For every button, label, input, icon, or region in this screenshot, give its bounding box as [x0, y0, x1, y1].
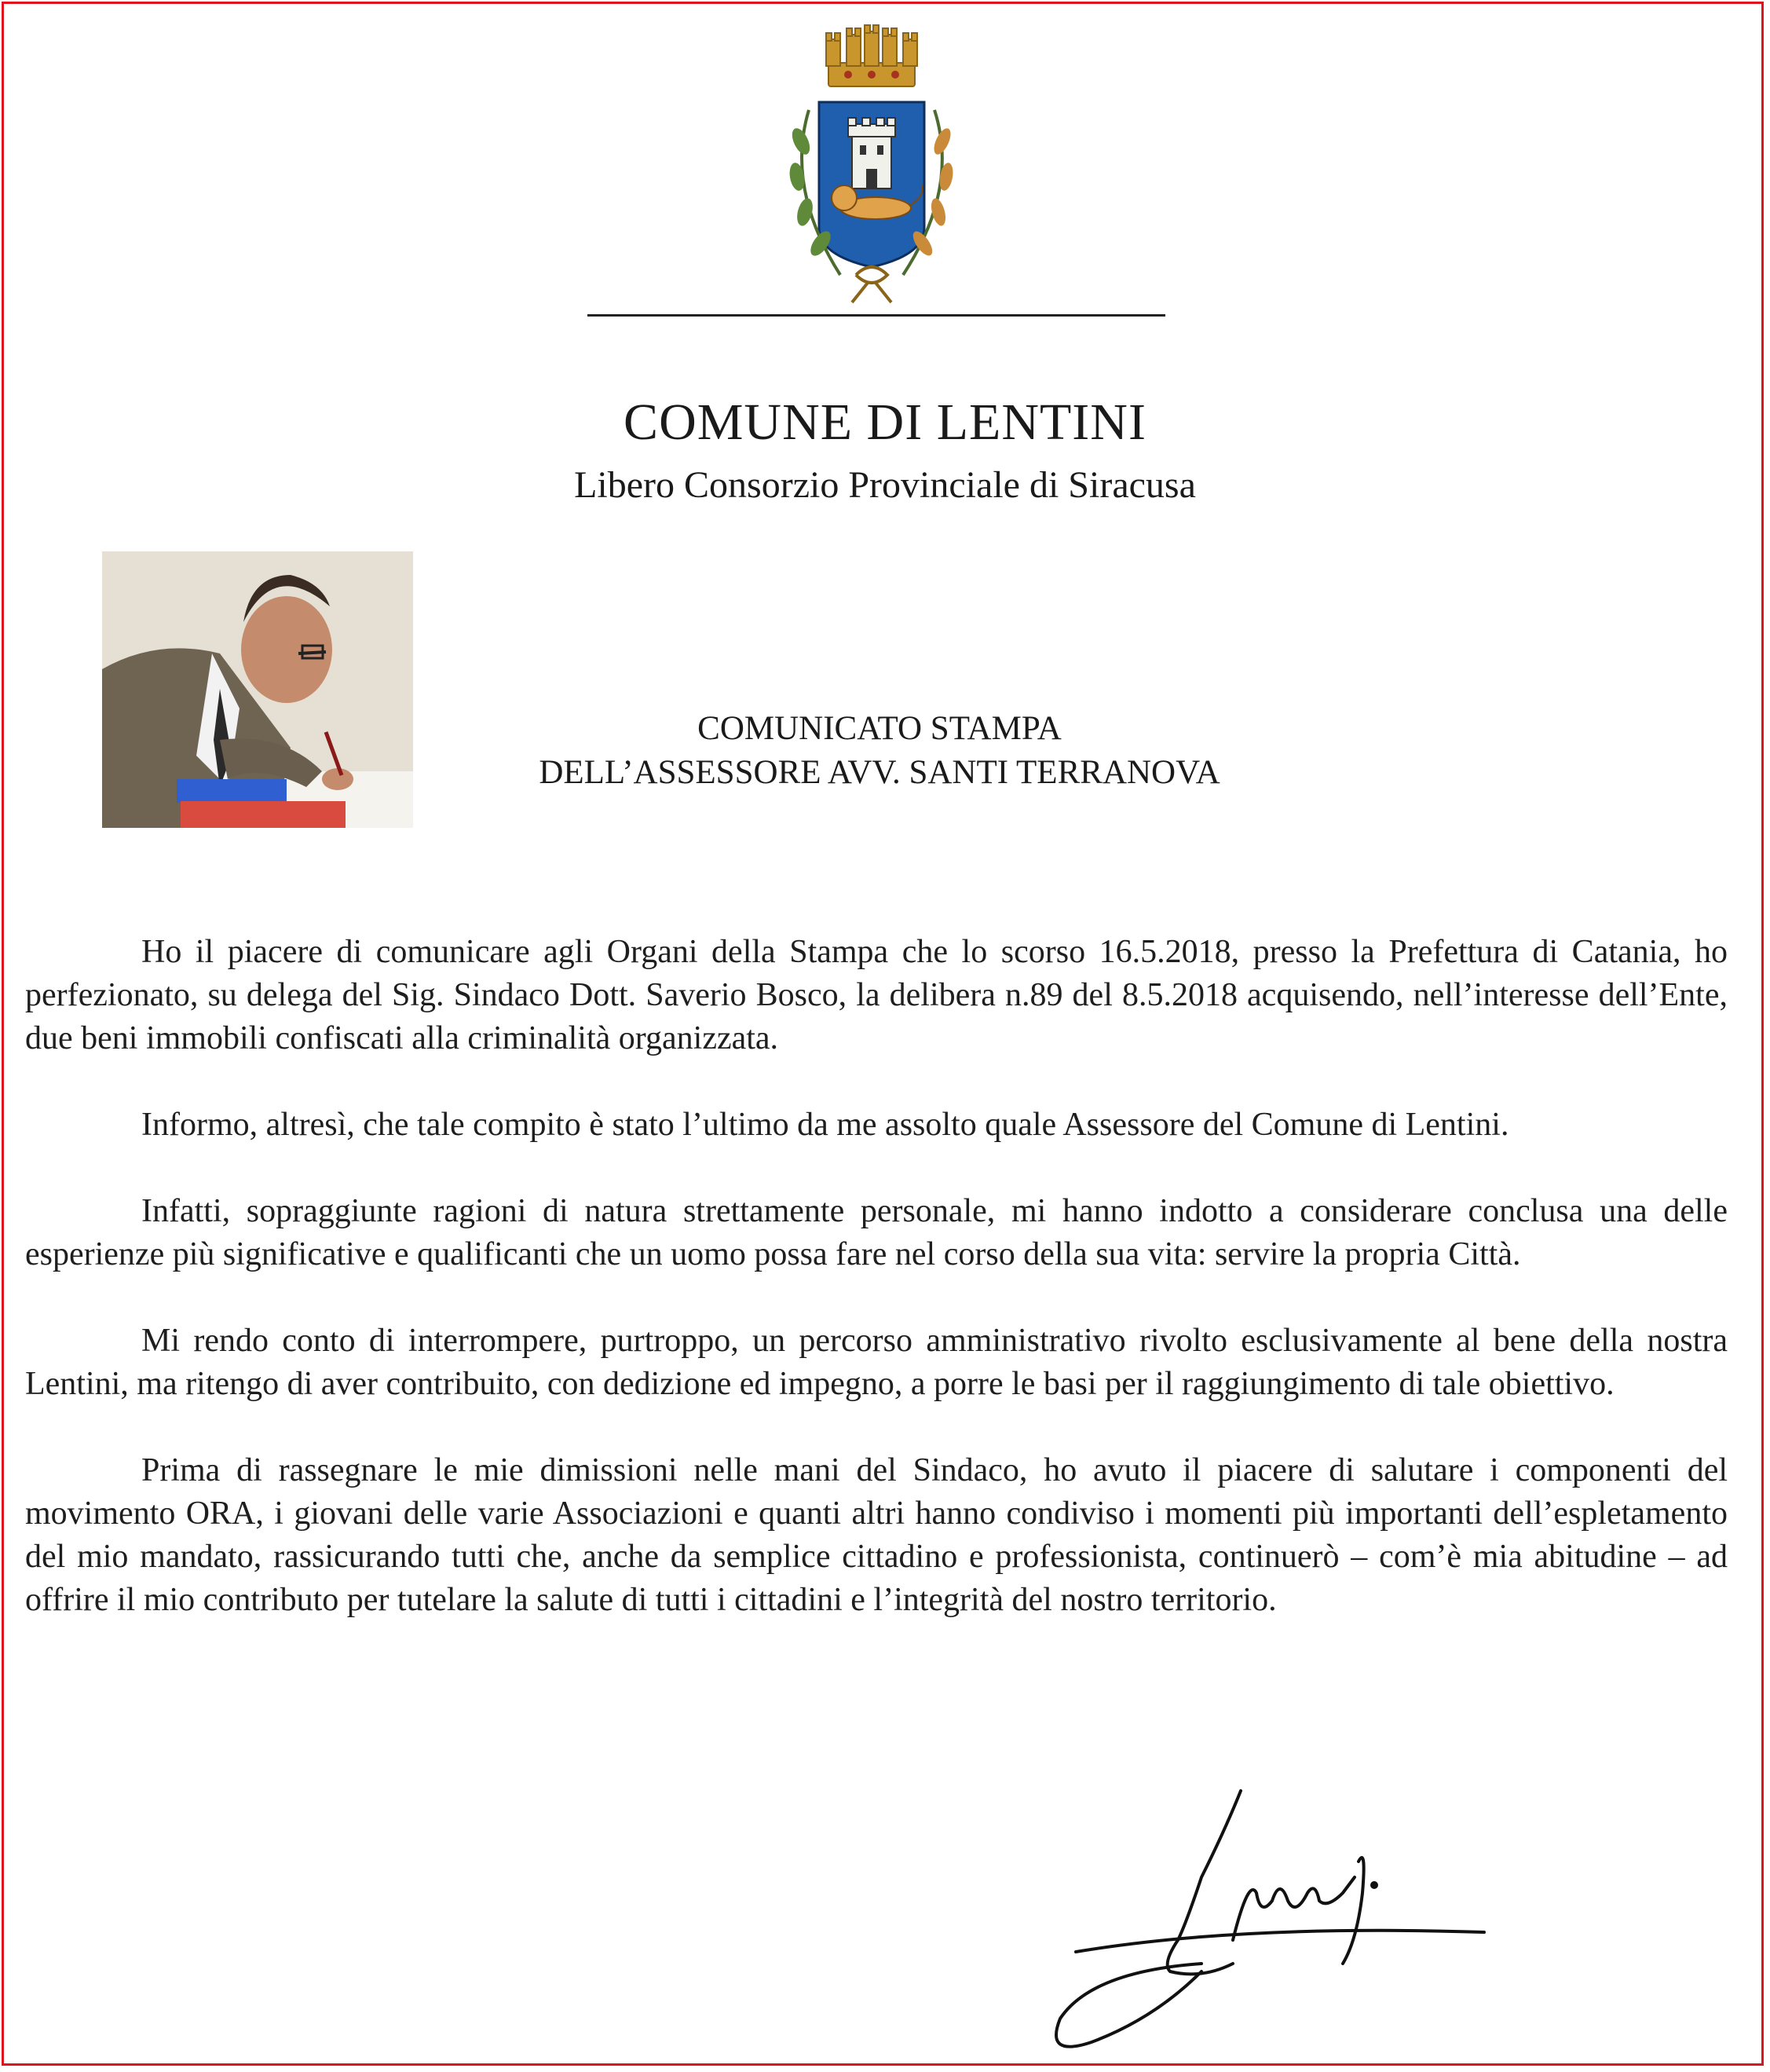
press-release-title [408, 707, 1351, 795]
title-line-2: DELL’ASSESSORE AVV. SANTI TERRANOVA [539, 754, 1220, 791]
organization-name: COMUNE DI LENTINI [624, 394, 1146, 451]
paragraph-5: Prima di rassegnare le mie dimissioni nelle mani del Sindaco, ho avuto il piacere di salutare i componenti del movimento ORA, i giovani delle varie Associazioni e quanti altri hanno condiviso i momenti più importanti dell’espletamento del mio mandato, rassicurando tutti che, anche da semplice cittadino e professionista, continuerò – com’è mia abitudine – ad offrire il mio contributo per tutelare la salute di tutti i cittadini e l’integrità del nostro territorio. [25, 1452, 1728, 1618]
paragraph-1: Ho il piacere di comunicare agli Organi della Stampa che lo scorso 16.5.2018, presso la Prefettura di Catania, ho perfezionato, su delega del Sig. Sindaco Dott. Saverio Bosco, la delibera n.89 del 8.5.2018 acquisendo, nell’interesse dell’Ente, due beni immobili confiscati alla criminalità organizzata. [25, 934, 1728, 1056]
paragraph-3: Infatti, sopraggiunte ragioni di natura strettamente personale, mi hanno indotto a considerare conclusa una delle esperienze più significative e qualificanti che un uomo possa fare nel corso della sua vita: servire la propria Città. [25, 1193, 1728, 1272]
portrait-photo [102, 551, 413, 828]
organization-subtitle: Libero Consorzio Provinciale di Siracusa [574, 464, 1196, 506]
signature-icon [1044, 1783, 1500, 2058]
coat-of-arms-icon [754, 16, 989, 306]
press-release-body [25, 931, 1728, 1622]
paragraph-2: Informo, altresì, che tale compito è stato l’ultimo da me assolto quale Assessore del Comune di Lentini. [141, 1107, 1509, 1143]
header-divider [587, 314, 1165, 317]
paragraph-4: Mi rendo conto di interrompere, purtroppo, un percorso amministrativo rivolto esclusivamente al bene della nostra Lentini, ma ritengo di aver contribuito, con dedizione ed impegno, a porre le basi per il raggiungimento di tale obiettivo. [25, 1323, 1728, 1402]
title-line-1: COMUNICATO STAMPA [697, 710, 1062, 747]
